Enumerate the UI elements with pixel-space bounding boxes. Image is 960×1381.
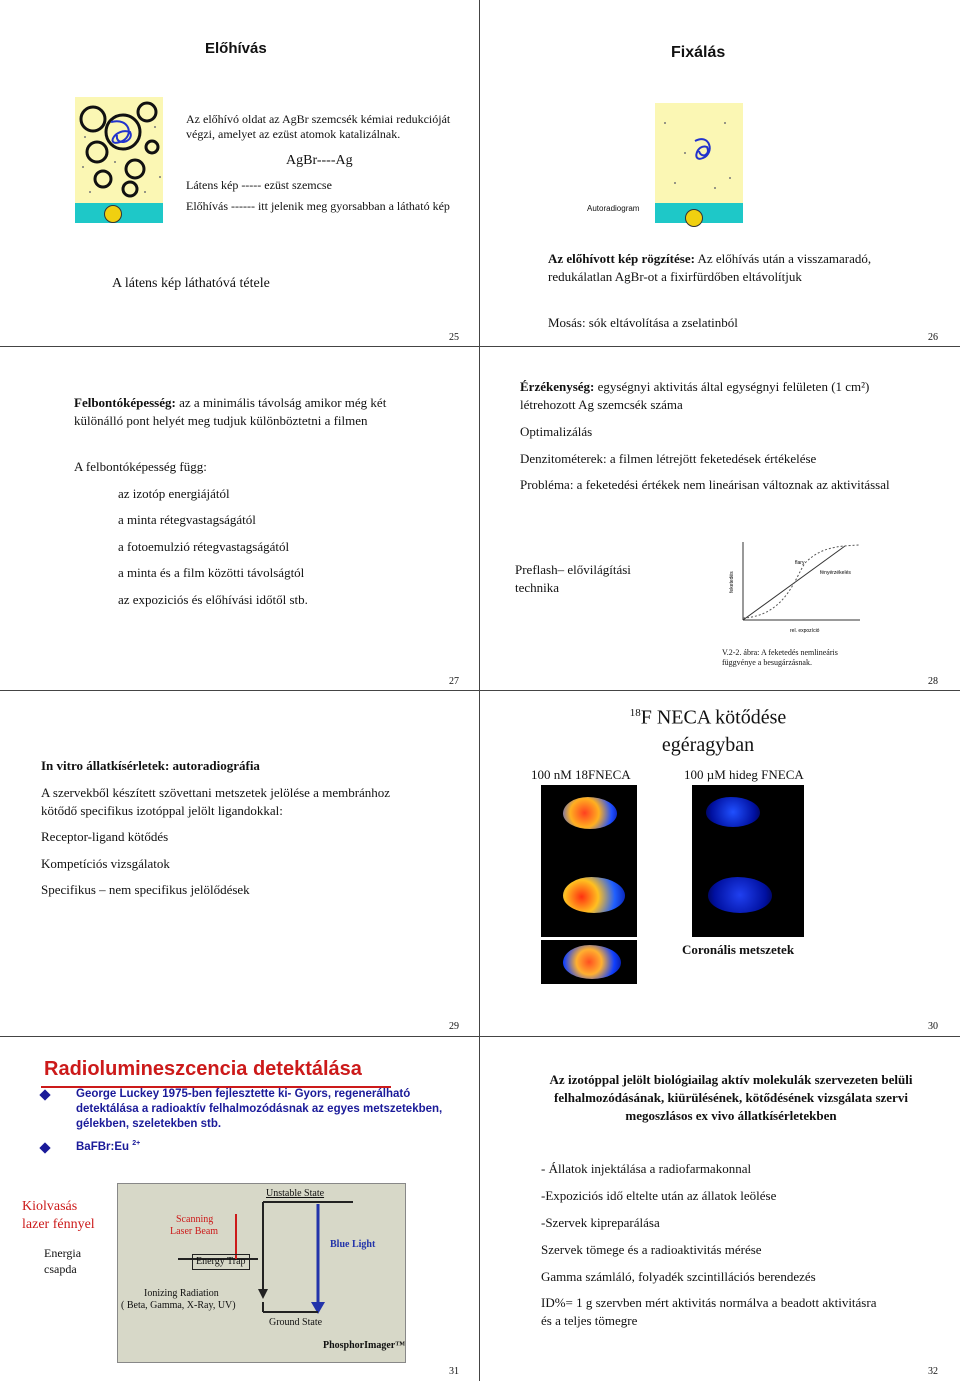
ionizing-label: ( Beta, Gamma, X-Ray, UV) <box>121 1300 236 1311</box>
blue-light-label: Blue Light <box>330 1239 376 1250</box>
brain-slice <box>708 877 772 913</box>
emulsion-figure <box>75 97 163 203</box>
page-number: 31 <box>449 1366 459 1377</box>
divider-row-3 <box>0 1036 960 1037</box>
slide-title: Előhívás <box>205 40 267 57</box>
column-label: 100 µM hideg FNECA <box>684 767 804 782</box>
figure-label: Autoradiogram <box>587 204 640 213</box>
intro-paragraph: A szervekből készített szövettani metszetek jelölése a membránhoz kötődő specifikus izotóppal jelölt ligandokkal: <box>41 785 391 818</box>
list-item: a minta rétegvastagságától <box>118 512 256 527</box>
slide-title: In vitro állatkísérletek: autoradiográfia <box>41 758 260 773</box>
list-item: Specifikus – nem specifikus jelölődések <box>41 882 250 897</box>
development-line: Előhívás ------ itt jelenik meg gyorsabban a látható kép <box>186 199 450 213</box>
list-item: Szervek tömege és a radioaktivitás mérése <box>541 1242 762 1257</box>
development-text <box>186 112 476 142</box>
graph-caption <box>722 648 838 668</box>
energy-trap-label: Energy Trap <box>192 1254 250 1270</box>
bullet-text <box>76 1140 140 1153</box>
depends-heading: A felbontóképesség függ: <box>74 459 207 474</box>
bullet-main: BaFBr:Eu <box>76 1140 130 1153</box>
slide-title: Az izotóppal jelölt biológiailag aktív molekulák szervezeten belüli felhalmozódásának, kiürülésének, kötődésének vizsgálata szervi megoszlásos ex vivo állatkísérletekben <box>549 1072 913 1123</box>
page-number: 30 <box>928 1021 938 1032</box>
list-item: Kompetíciós vizsgálatok <box>41 856 170 871</box>
term: Érzékenység: <box>520 379 595 394</box>
isotope-superscript: 18 <box>629 707 641 719</box>
brain-slice-hot-bottom <box>541 940 637 984</box>
page-number: 27 <box>449 676 459 687</box>
slide-caption: Coronális metszetek <box>682 942 795 957</box>
y-axis-label: feketedés <box>729 571 735 593</box>
scanning-label: Scanning <box>176 1214 214 1225</box>
ground-state-label: Ground State <box>269 1317 323 1328</box>
resolution-definition <box>74 394 414 430</box>
divider-row-1 <box>0 346 960 347</box>
ionizing-label: Ionizing Radiation <box>144 1288 219 1299</box>
brain-slice <box>563 797 617 829</box>
term: Az előhívott kép rögzítése: <box>548 251 695 266</box>
bullet-text: George Luckey 1975-ben fejlesztette ki- Gyors, regenerálható detektálása a radioaktív felhalmozódásnak az egyes metszetekben, gélekben, szeletekben stb. <box>76 1088 443 1130</box>
density-graph <box>725 538 865 638</box>
radiation-icon <box>685 209 703 227</box>
brain-slices-hot <box>541 785 637 937</box>
caption-line: V.2-2. ábra: A feketedés nemlineáris <box>722 648 838 657</box>
sensitivity-definition <box>520 378 890 414</box>
column-label: 100 nM 18FNECA <box>531 767 631 782</box>
densitometers: Denzitométerek: a filmen létrejött feketedések értékelése <box>520 451 817 466</box>
page-number: 28 <box>928 676 938 687</box>
slide-caption: A látens kép láthatóvá tétele <box>112 276 270 291</box>
radiation-icon <box>104 205 122 223</box>
list-item: ID%= 1 g szervben mért aktivitás normálva a beadott aktivitásra és a teljes tömegre <box>541 1295 877 1328</box>
bullet-icon <box>39 1142 50 1153</box>
brain-slice <box>563 877 625 913</box>
brain-slice <box>706 797 760 827</box>
list-item: -Expoziciós idő eltelte után az állatok leölése <box>541 1188 777 1203</box>
washing-text: Mosás: sók eltávolítása a zselatinból <box>548 315 738 330</box>
scanning-label: Laser Beam <box>170 1226 219 1237</box>
page-number: 25 <box>449 332 459 343</box>
latent-line: Látens kép ----- ezüst szemcse <box>186 178 332 192</box>
list-item: az izotóp energiájától <box>118 486 230 501</box>
x-axis-label: rel. expozíció <box>790 628 820 634</box>
list-item: -Szervek kipreparálása <box>541 1215 660 1230</box>
list-item: Gamma számláló, folyadék szcintillációs berendezés <box>541 1269 816 1284</box>
list-item: a fotoemulzió rétegvastagságától <box>118 539 290 554</box>
unstable-state-label: Unstable State <box>266 1188 325 1199</box>
reaction-line: AgBr----Ag <box>286 153 353 168</box>
definition: az a minimális távolság amikor még két különálló pont helyét meg tudjuk különböztetni a filmen <box>74 395 387 428</box>
brain-slices-cold <box>692 785 804 937</box>
definition: Az előhívás után a visszamaradó, redukálatlan AgBr-ot a fixirfürdőben eltávolítjuk <box>548 251 872 284</box>
brain-slice <box>563 945 621 979</box>
optimization: Optimalizálás <box>520 424 593 439</box>
side-label: Kiolvasás <box>22 1199 78 1214</box>
phosphorimager-label: PhosphorImager™ <box>323 1340 406 1351</box>
term: Felbontóképesség: <box>74 395 176 410</box>
title-line: F NECA kötődése <box>640 706 787 729</box>
divider-row-2 <box>0 690 960 691</box>
preflash-line: technika <box>515 580 560 595</box>
bullet-icon <box>39 1089 50 1100</box>
fixing-text <box>548 250 878 286</box>
graph-label: fényérzékelés <box>820 570 851 576</box>
list-item: - Állatok injektálása a radiofarmakonnal <box>541 1161 752 1176</box>
page-number: 26 <box>928 332 938 343</box>
graph-label: flary <box>795 560 805 566</box>
divider-center <box>479 0 480 1381</box>
slide-title <box>608 700 808 759</box>
side-label: csapda <box>44 1262 77 1276</box>
line: végzi, amelyet az ezüst atomok katalizálnak. <box>186 127 401 141</box>
line: Az előhívó oldat az AgBr szemcsék kémiai redukcióját <box>186 112 451 126</box>
slide-title: Fixálás <box>671 44 726 61</box>
page-number: 29 <box>449 1021 459 1032</box>
caption-line: függvénye a besugárzásnak. <box>722 658 812 667</box>
problem: Probléma: a feketedési értékek nem lineárisan változnak az aktivitással <box>520 477 890 492</box>
side-label: Energia <box>44 1246 82 1260</box>
list-item: Receptor-ligand kötődés <box>41 829 169 844</box>
preflash-line: Preflash– elővilágítási <box>515 562 631 577</box>
bullet-superscript: 2+ <box>132 1140 141 1147</box>
title-line: egéragyban <box>661 733 755 756</box>
definition: egységnyi aktivitás által egységnyi felületen (1 cm²) létrehozott Ag szemcsék száma <box>520 379 870 412</box>
autoradiogram-figure <box>655 103 743 203</box>
page-number: 32 <box>928 1366 938 1377</box>
slide-title: Radiolumineszcencia detektálása <box>44 1058 362 1080</box>
list-item: a minta és a film közötti távolságtól <box>118 565 305 580</box>
list-item: az expoziciós és előhívási időtől stb. <box>118 592 308 607</box>
phosphor-diagram <box>117 1183 406 1363</box>
side-label: lazer fénnyel <box>22 1217 95 1232</box>
